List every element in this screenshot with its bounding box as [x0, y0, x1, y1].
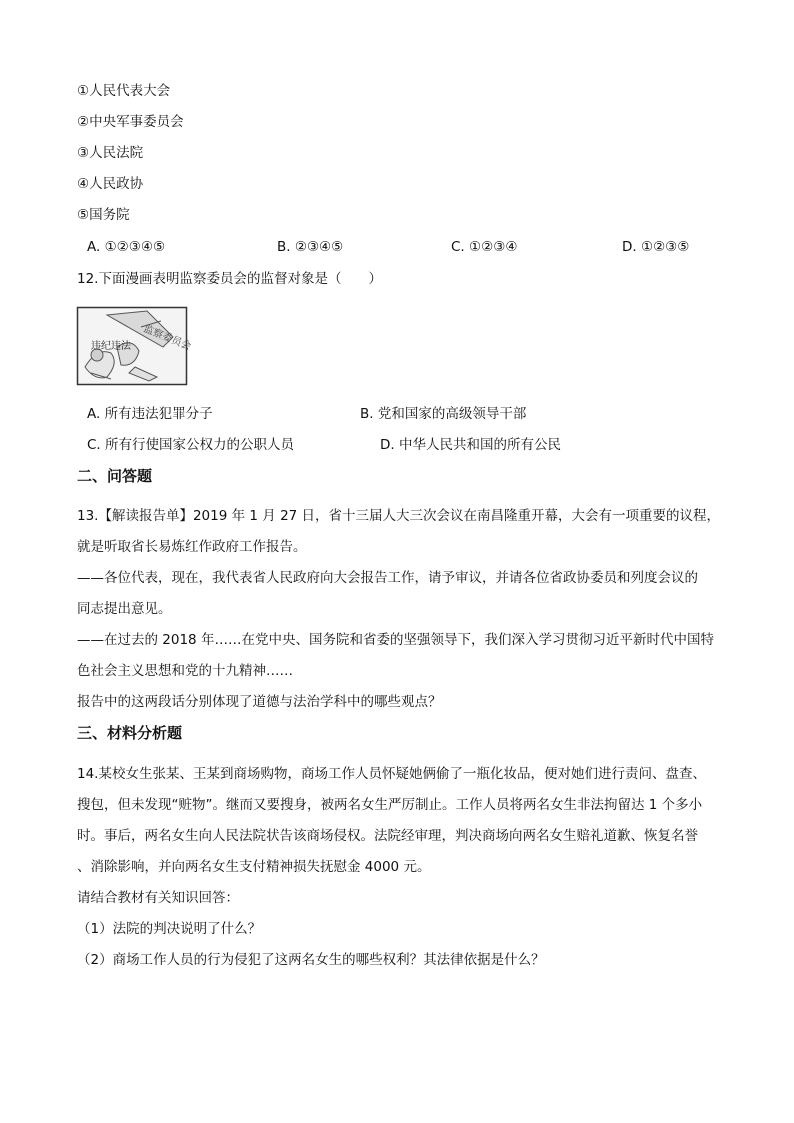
q14-subquestion-2: （2）商场工作人员的行为侵犯了这两名女生的哪些权利？其法律依据是什么？: [77, 952, 545, 968]
q12-option-b[interactable]: B. 党和国家的高级领导干部: [360, 406, 527, 422]
cartoon-label-violation: 违纪违法: [91, 341, 131, 352]
section-3-heading: 三、材料分析题: [77, 724, 183, 742]
q11-item-2: ②中央军事委员会: [77, 114, 184, 130]
q14-line-4: 、消除影响，并向两名女生支付精神损失抚慰金 4000 元。: [77, 859, 431, 875]
q12-option-d[interactable]: D. 中华人民共和国的所有公民: [380, 437, 561, 453]
q13-question: 报告中的这两段话分别体现了道德与法治学科中的哪些观点？: [77, 694, 442, 710]
q11-item-4: ④人民政协: [77, 176, 144, 192]
q11-option-c[interactable]: C. ①②③④: [451, 239, 518, 255]
q13-line-2: 就是听取省长易炼红作政府工作报告。: [77, 539, 307, 555]
q13-line-5: ——在过去的 2018 年……在党中央、国务院和省委的坚强领导下，我们深入学习贯彻习近平新时代中国特: [77, 632, 714, 648]
q13-line-1: 13.【解读报告单】2019 年 1 月 27 日，省十三届人大三次会议在南昌隆重开幕，大会有一项重要的议程，: [77, 508, 721, 524]
supervision-cartoon-image: [77, 307, 193, 385]
q11-option-d[interactable]: D. ①②③⑤: [622, 239, 690, 255]
q12-stem: 12.下面漫画表明监察委员会的监督对象是（ ）: [77, 271, 382, 287]
q14-line-3: 时。事后，两名女生向人民法院状告该商场侵权。法院经审理，判决商场向两名女生赔礼道歉、恢复名誉: [77, 828, 698, 844]
q13-line-3: ——各位代表，现在，我代表省人民政府向大会报告工作，请予审议，并请各位省政协委员和列度会议的: [77, 570, 698, 586]
q14-line-1: 14.某校女生张某、王某到商场购物，商场工作人员怀疑她俩偷了一瓶化妆品，便对她们进行责问、盘查、: [77, 766, 706, 782]
section-2-heading: 二、问答题: [77, 467, 153, 485]
q14-prompt: 请结合教材有关知识回答：: [77, 890, 239, 906]
q14-line-2: 搜包，但未发现“赃物”。继而又要搜身，被两名女生严厉制止。工作人员将两名女生非法拘留达 1 个多小: [77, 797, 703, 813]
q11-option-a[interactable]: A. ①②③④⑤: [87, 239, 166, 255]
q14-subquestion-1: （1）法院的判决说明了什么？: [77, 921, 262, 937]
q11-option-b[interactable]: B. ②③④⑤: [277, 239, 344, 255]
q12-option-c[interactable]: C. 所有行使国家公权力的公职人员: [87, 437, 295, 453]
q11-item-1: ①人民代表大会: [77, 83, 171, 99]
q13-line-6: 色社会主义思想和党的十九精神……: [77, 663, 293, 679]
q11-item-3: ③人民法院: [77, 145, 144, 161]
q12-option-a[interactable]: A. 所有违法犯罪分子: [87, 406, 213, 422]
q13-line-4: 同志提出意见。: [77, 601, 172, 617]
q11-item-5: ⑤国务院: [77, 207, 130, 223]
cartoon-label-supervision: 监察委员会: [141, 323, 193, 353]
